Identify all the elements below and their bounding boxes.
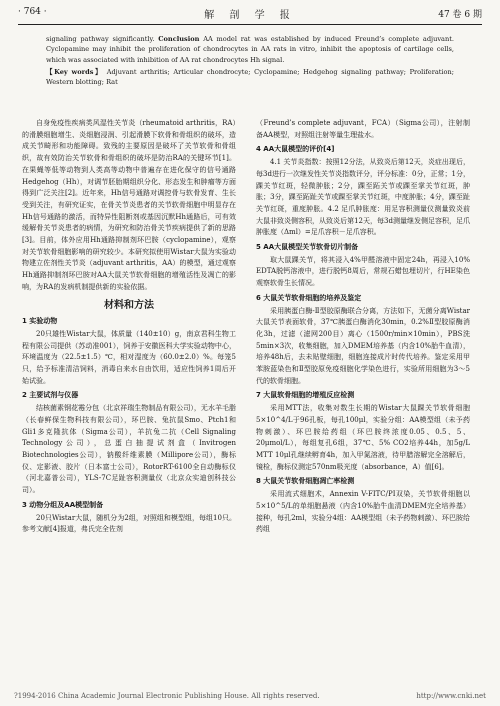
paragraph-reagents: 结核菌素钢花霉分包（北京祥瑞生物制品有限公司），无水羊毛脂（长春鲜保生物科技有限公司），环巴胺、兔抗鼠Smo、Ptch1和Gli1多克隆抗体（Sigma公司），羊抗兔二抗（Cell Signaling Technology公司），总蛋白抽提试剂盒（Invitrogen Biotechnologies公司），钠酸纤维素膜（Millipore公司），酶标仪、定影液、胶片（日本富士公司），RotorRT-6100全自动酶标仪（河北嘉普公司），YLS-7C足趾容积测量仪（北京众实迪创科技公司）。 [22, 404, 236, 495]
paragraph-model-cont: （Freund’s complete adjuvant，FCA）（Sigma公司），注射制备AA模型，对照组注射等量生理盐水。 [256, 119, 470, 139]
paragraph-culture: 采用胰蛋白酶-Ⅱ型胶原酶联合分离，方法如下，无菌分离Wistar大鼠关节表面软骨，37℃胰蛋白酶消化30min，0.2%Ⅱ型胶原酶消化3h，过滤（滤网200目）离心（1500r/min×10min），PBS洗5min×3次，收集细胞，加入DMEM培养基（内含10%胎牛血清），培养48h后，去未贴壁细胞，细胞连接成片时传代培养。鉴定采用甲苯胺蓝染色和Ⅱ型胶原免疫细胞化学染色进行，实验所用细胞为3～5代的软骨细胞。 [256, 306, 470, 385]
page-header [18, 6, 482, 22]
left-column [22, 118, 236, 536]
copyright-notice: ?1994-2016 China Academic Journal Electronic Publishing House. All rights reserved. [14, 692, 320, 700]
conclusion-text: AA model rat was established by induced Freund’s complete adjuvant. Cyclopamine may inhibit the proliferation of chondrocytes in AA rats in vitro, inhibit the apoptosis of cartilage cells, which was associated with inhibition of AA rat chondrocytes Hh signal. [46, 35, 454, 64]
subheading-model: 3 动物分组及AA模型制备 [22, 500, 104, 509]
paragraph-animals: 20只雄性Wistar大鼠，体质量（140±10）g，南京君科生物工程有限公司提供（苏动准001），饲养于安徽医科大学实验动物中心，环境温度为（22.5±1.5）℃，相对湿度为（60.0±2.0）%。每笼5只，给予标准清洁饲料，消毒自来水自由饮用，适应性饲养1周后开始试验。 [22, 329, 236, 385]
subheading-proliferation: 7 大鼠软骨细胞的增殖反应检测 [256, 391, 355, 400]
subheading-culture: 6 大鼠关节软骨细胞的培养及鉴定 [256, 293, 362, 302]
conclusion-label: Conclusion [158, 35, 200, 43]
subheading-animals: 1 实验动物 [22, 317, 58, 326]
journal-title: 解 剖 学 报 [204, 10, 296, 21]
right-column [256, 118, 470, 536]
header-rule [18, 24, 482, 25]
keywords [46, 67, 454, 88]
paragraph-model: 20只Wistar大鼠，随机分为2组，对照组和模型组，每组10只。参考文献[4]报道，弗氏完全佐剂 [22, 513, 236, 534]
abstract-results-end: signaling pathway significantly. [46, 35, 155, 43]
paragraph-apoptosis: 采用流式细胞术，Annexin V-FITC/PI双染，关节软骨细胞以5×10^5/L的单细胞悬液（内含10%胎牛血清DMEM完全培养基）接种，每孔2ml，实验分4组：AA模型组（未予药物刺激）、环巴胺给药组 [256, 490, 470, 534]
abstract [46, 34, 454, 87]
paragraph-proliferation: 采用MTT法，收集对数生长期的Wistar大鼠踝关节软骨细胞5×10^4/L于96孔板，每孔100μl，实验分组：AA模型组（未予药物刺激）、环巴胺给药组（环巴胺终浓度0.05、0.5、5、20μmol/L），每组复孔6组，37℃、5% CO2培养44h，加5g/L MTT 10μl孔继续孵育4h，加入甲氮溶液，待甲腊溶解完全溶解后，镜检，酶标仪测定570nm吸光度（absorbance，A）值[6]。 [256, 404, 470, 471]
page-footer [14, 692, 486, 700]
subheading-evaluation: 4 AA大鼠模型的评价[4] [256, 145, 335, 154]
subheading-sections: 5 AA大鼠模型关节软骨切片制备 [256, 243, 359, 252]
keywords-text: Adjuvant arthritis; Articular chondrocyte; Cyclopamine; Hedgehog signaling pathway; Proliferation; Western blotting; Rat [46, 67, 454, 87]
section-heading-methods: 材料和方法 [104, 299, 154, 311]
volume-issue: 47 卷 6 期 [438, 10, 482, 20]
intro-paragraph: 自身免疫性疾病类风湿性关节炎（rheumatoid arthritis，RA）的滑膜细胞增生、炎细胞浸润、引起滑膜下软骨和骨组织的破坏，造成关节畸形和功能障碍。致残的主要原因是破坏了关节软骨和骨组织，故有效防治关节软骨和骨组织的破坏是防治RA的关键环节[1]。在果蝇等低等动物到人类高等动物中普遍存在进化保守的信号通路Hedgehog（Hh），对调节胚胎期组织分化、形态发生和肿瘤等方面得到广泛关注[2]。近年来，Hh信号通路对调控骨与软骨发育、生长受到关注，有研究证实，在骨关节炎患者的关节软骨细胞中明显存在Hh信号通路的激活，而特异性阻断剂或基因沉默Hh通路后，可有效缓解骨关节炎患者的病情，为研究和防治骨关节疾病提供了新的思路[3]。目前，体外应用Hh通路抑制剂环巴胺（cyclopamine），观察对关节软骨细胞影响的研究较少。本研究拟使用Wistar大鼠为实验动物建立佐剂性关节炎（adjuvant arthritis，AA）的模型，通过观察Hh通路抑制剂环巴胺对AA大鼠关节软骨细胞的增殖活性及凋亡的影响，为RA的发病机制提供新的实验依据。 [22, 119, 236, 291]
subheading-apoptosis: 8 大鼠关节软骨细胞凋亡率检测 [256, 477, 355, 486]
paragraph-evaluation: 4.1 关节炎指数：按照12分法，从致炎后第12天，炎症出现后，每3d进行一次继发性关节炎指数评分，评分标准：0分，正常；1分，踝关节红斑，轻微肿胀；2分，踝至跖关节或踝至掌关节红斑，肿胀；3分，踝至跖趾关节或踝至掌关节红斑，中度肿胀；4分，踝至趾关节红斑，重度肿胀。4.2 足爪肿胀度：用足容积测量仪测量致炎前大鼠非致炎侧容积，从致炎后第12天，每3d测量继发侧足容积，足爪肿胀度（Δml）=足爪容积－足爪容积。 [256, 158, 470, 237]
paragraph-sections: 取大鼠踝关节，将其浸入4%甲醛溶液中固定24h，再浸入10% EDTA脱钙溶液中，进行脱钙8周后，常规石蜡包埋切片，行HE染色观察软骨生长情况。 [256, 255, 470, 288]
subheading-reagents: 2 主要试剂与仪器 [22, 391, 79, 400]
footer-url: http://www.cnki.net [416, 692, 486, 700]
page-number: · 764 · [18, 7, 47, 17]
keywords-label: 【Key words】 [46, 67, 104, 76]
